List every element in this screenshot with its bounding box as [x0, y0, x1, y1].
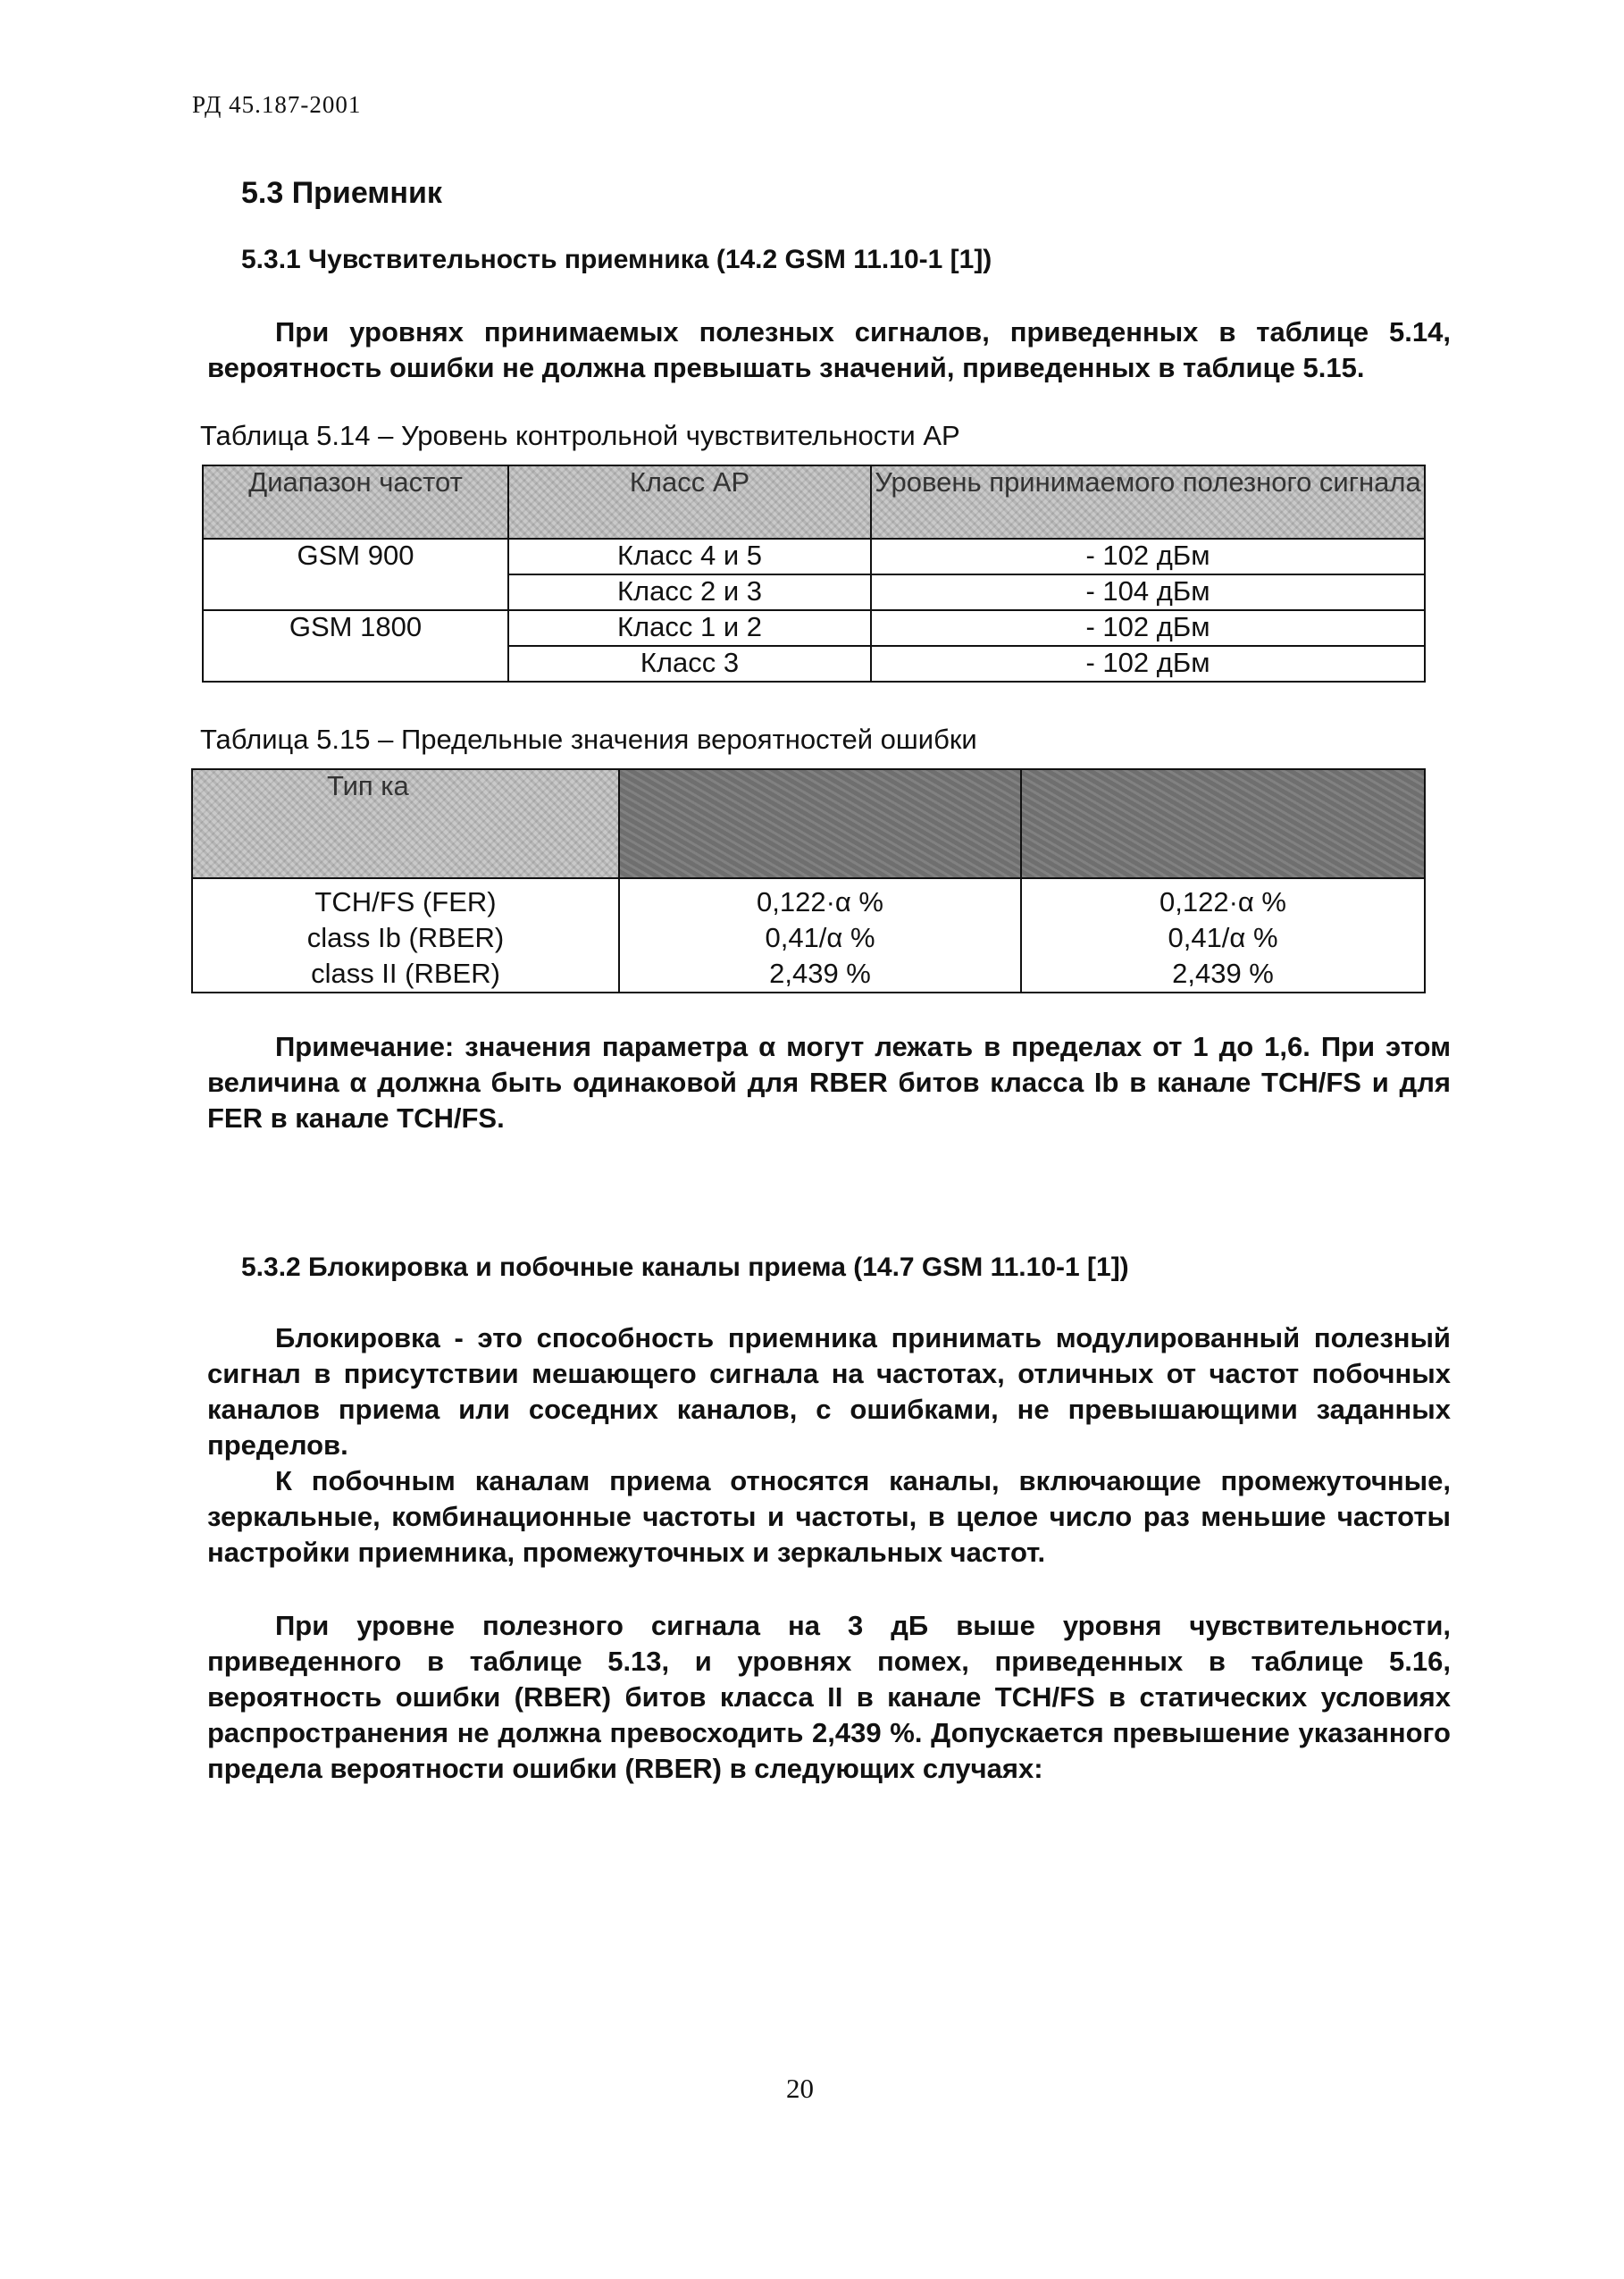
paragraph-text: Блокировка - это способность приемника принимать модулированный полезный сигнал в присутствии мешающего сигнала на частотах, отличных от частот побочных каналов приема или соседних каналов, с ошибками, не превышающими заданных пределов. — [207, 1322, 1451, 1461]
level-cell: - 104 дБм — [871, 574, 1425, 610]
note-text: Примечание: значения параметра α могут лежать в пределах от 1 до 1,6. При этом величина α должна быть одинаковой для RBER битов класса Ib в канале TCH/FS и для FER в канале TCH/FS. — [207, 1031, 1451, 1134]
paragraph-text: При уровнях принимаемых полезных сигналов, приведенных в таблице 5.14, вероятность ошибки не должна превышать значений, приведенных в таблице 5.15. — [207, 316, 1451, 383]
band-cell: GSM 900 — [203, 539, 508, 574]
column-header: Диапазон частот — [203, 465, 508, 539]
table-row — [203, 539, 1425, 574]
value: 0,122·α % — [757, 886, 883, 917]
channel-type: TCH/FS (FER) — [314, 886, 497, 917]
level-cell: - 102 дБм — [871, 646, 1425, 682]
column-header-text: Тип ка — [327, 770, 409, 801]
error-limits-table — [191, 768, 1426, 993]
channel-type-cell — [192, 878, 619, 993]
paragraph-text: К побочным каналам приема относятся каналы, включающие промежуточные, зеркальные, комбинационные частоты и частоты, в целое число раз меньшие частоты настройки приемника, промежуточных и зеркальных частот. — [207, 1465, 1451, 1568]
subsection-title: 5.3.1 Чувствительность приемника (14.2 GSM 11.10-1 [1]) — [241, 245, 992, 274]
value-cell — [619, 878, 1021, 993]
band-cell — [203, 646, 508, 682]
column-header-obscured — [1021, 769, 1425, 878]
table-caption: Таблица 5.14 – Уровень контрольной чувствительности АР — [200, 420, 960, 451]
class-cell: Класс 4 и 5 — [508, 539, 871, 574]
value: 2,439 % — [769, 958, 871, 989]
level-cell: - 102 дБм — [871, 539, 1425, 574]
value-cell — [1021, 878, 1425, 993]
value: 0,41/α % — [1168, 922, 1278, 953]
paragraph-text: При уровне полезного сигнала на 3 дБ выше уровня чувствительности, приведенного в таблице 5.13, и уровнях помех, приведенных в таблице 5.16, вероятность ошибки (RBER) битов класса II в канале TCH/FS в статических условиях распространения не должна превосходить 2,439 %. Допускается превышение указанного предела вероятности ошибки (RBER) в следующих случаях: — [207, 1610, 1451, 1784]
table-header-row — [192, 769, 1425, 878]
channel-type: class Ib (RBER) — [306, 922, 505, 953]
table-row — [192, 878, 1425, 993]
level-cell: - 102 дБм — [871, 610, 1425, 646]
paragraph-group — [207, 1320, 1451, 1571]
note — [207, 1029, 1451, 1136]
value: 0,41/α % — [765, 922, 875, 953]
band-cell: GSM 1800 — [203, 610, 508, 646]
column-header-obscured — [619, 769, 1021, 878]
class-cell: Класс 1 и 2 — [508, 610, 871, 646]
sensitivity-table — [202, 465, 1426, 683]
value: 0,122·α % — [1159, 886, 1286, 917]
column-header: Уровень принимаемого полезного сигнала — [871, 465, 1425, 539]
column-header: Класс АР — [508, 465, 871, 539]
band-cell — [203, 574, 508, 610]
document-code: РД 45.187-2001 — [192, 91, 362, 118]
value: 2,439 % — [1172, 958, 1274, 989]
subsection-title: 5.3.2 Блокировка и побочные каналы приема (14.7 GSM 11.10-1 [1]) — [241, 1253, 1129, 1282]
section-title: 5.3 Приемник — [241, 176, 442, 210]
paragraph — [207, 314, 1451, 386]
page-number: 20 — [786, 2073, 814, 2104]
paragraph — [207, 1608, 1451, 1787]
table-caption: Таблица 5.15 – Предельные значения вероятностей ошибки — [200, 724, 977, 755]
class-cell: Класс 2 и 3 — [508, 574, 871, 610]
table-row — [203, 574, 1425, 610]
class-cell: Класс 3 — [508, 646, 871, 682]
table-row — [203, 610, 1425, 646]
channel-type: class II (RBER) — [311, 958, 500, 989]
column-header — [192, 769, 619, 878]
table-header-row — [203, 465, 1425, 539]
table-row — [203, 646, 1425, 682]
